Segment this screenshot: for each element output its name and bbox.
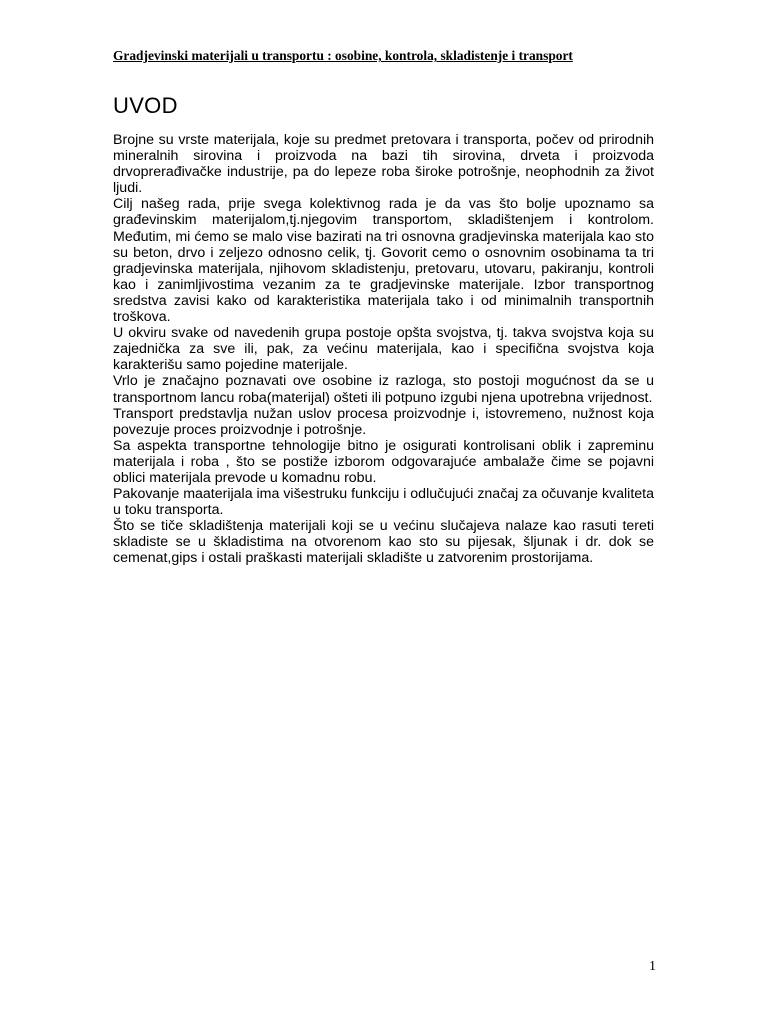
page-number: 1 <box>649 959 656 974</box>
section-heading: UVOD <box>113 93 178 118</box>
paragraph: Što se tiče skladištenja materijali koji se u većinu slučajeva nalaze kao rasuti tereti skladiste se u škladistima na otvorenom kao sto su pijesak, šljunak i dr. dok se cemenat,gips i ostali praškasti materijali skladište u zatvorenim prostorijama. <box>113 518 654 567</box>
paragraph: Sa aspekta transportne tehnologije bitno je osigurati kontrolisani oblik i zapreminu materijala i roba , što se postiže izborom odgovarajuće ambalaže čime se pojavni oblici materijala prevode u komadnu robu. <box>113 437 654 486</box>
paragraph: U okviru svake od navedenih grupa postoje opšta svojstva, tj. takva svojstva koja su zajednička za sve ili, pak, za većinu materijala, kao i specifična svojstva koja karakterišu samo pojedine materijale. <box>113 325 654 374</box>
paragraph: Transport predstavlja nužan uslov procesa proizvodnje i, istovremeno, nužnost koja povezuje proces proizvodnje i potrošnje. <box>113 405 654 438</box>
paragraph: Vrlo je značajno poznavati ove osobine iz razloga, sto postoji mogućnost da se u transportnom lancu roba(materijal) ošteti ili potpuno izgubi njena upotrebna vrijednost. <box>113 373 654 406</box>
paragraph: Cilj našeg rada, prije svega kolektivnog rada je da vas što bolje upoznamo sa građevinskim materijalom,tj.njegovim transportom, skladištenjem i kontrolom. Međutim, mi ćemo se malo vise bazirati na tri osnovna gradjevinska materijala kao sto su beton, drvo i zeljezo odnosno celik, tj. Govorit cemo o osnovnim osobinama ta tri gradjevinska materijala, njihovom skladistenju, pretovaru, utovaru, pakiranju, kontroli kao i zanimljivostima vezanim za te gradjevinske materijale. Izbor transportnog sredstva zavisi kako od karakteristika materijala tako i od minimalnih transportnih troškova. <box>113 196 654 326</box>
paragraph: Brojne su vrste materijala, koje su predmet pretovara i transporta, počev od prirodnih mineralnih sirovina i proizvoda na bazi tih sirovina, drveta i proizvoda drvoprerađivačke industrije, pa do lepeze roba široke potrošnje, neophodnih za život ljudi. <box>113 132 654 197</box>
section-body <box>113 132 654 567</box>
paragraph: Pakovanje maaterijala ima višestruku funkciju i odlučujući značaj za očuvanje kvaliteta u toku transporta. <box>113 486 654 519</box>
running-header-title: Gradjevinski materijali u transportu : osobine, kontrola, skladistenje i transport <box>113 48 573 63</box>
